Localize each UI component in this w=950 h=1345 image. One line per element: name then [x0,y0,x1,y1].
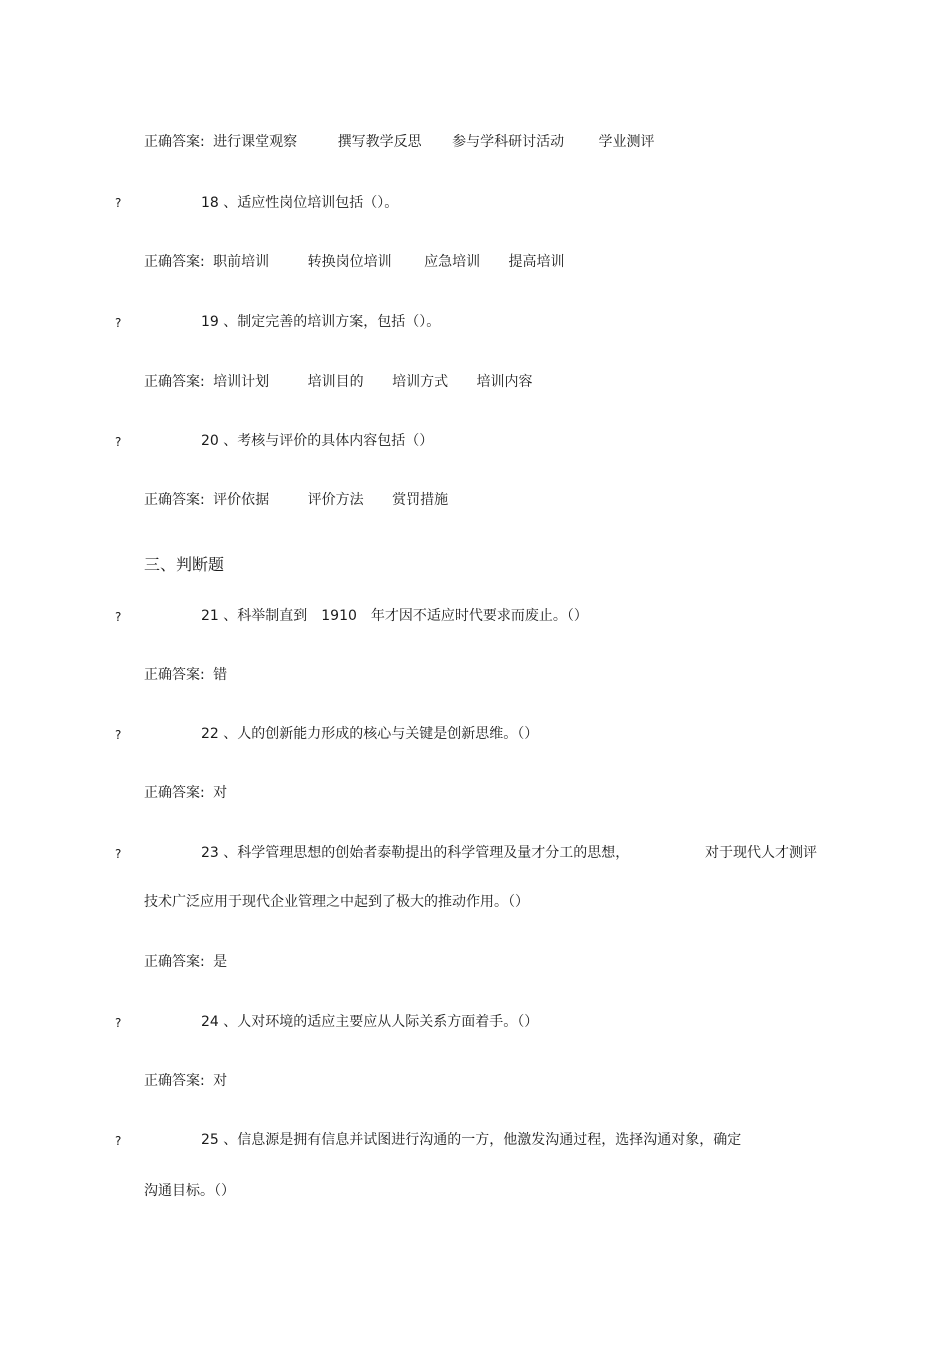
answer-value: 是 [213,954,228,970]
answer-option: 职前培训 [213,254,270,270]
question-19: 19 、制定完善的培训方案，包括（）。 [201,314,441,330]
question-24: 24 、人对环境的适应主要应从人际关系方面着手。（） [201,1014,539,1030]
question-bullet: ? [115,435,122,449]
answer-row-22 [144,784,227,802]
answer-row-24 [144,1072,227,1090]
answer-row-20 [144,491,448,509]
answer-label: 正确答案: [144,374,205,390]
answer-row-18 [144,253,565,271]
question-23-tail: 对于现代人才测评 [705,845,817,861]
answer-option: 撰写教学反思 [337,134,422,150]
question-23: 23 、科学管理思想的创始者泰勒提出的科学管理及量才分工的思想， [201,845,630,861]
question-bullet: ? [115,728,122,742]
answer-option: 评价依据 [213,492,270,508]
question-25: 25 、信息源是拥有信息并试图进行沟通的一方，他激发沟通过程，选择沟通对象，确定 [201,1132,742,1148]
answer-row-19 [144,373,533,391]
answer-value: 对 [213,785,228,801]
answer-label: 正确答案: [144,134,205,150]
question-20: 20 、考核与评价的具体内容包括（） [201,433,434,449]
answer-option: 转换岗位培训 [307,254,392,270]
question-bullet: ? [115,847,122,861]
question-23-continued: 技术广泛应用于现代企业管理之中起到了极大的推动作用。（） [144,894,529,910]
question-bullet: ? [115,196,122,210]
answer-option: 学业测评 [598,134,655,150]
answer-label: 正确答案: [144,492,205,508]
answer-option: 培训计划 [213,374,270,390]
answer-option: 培训方式 [392,374,449,390]
answer-option: 进行课堂观察 [213,134,298,150]
question-bullet: ? [115,610,122,624]
answer-label: 正确答案: [144,954,205,970]
question-25-continued: 沟通目标。（） [144,1183,235,1199]
answer-label: 正确答案: [144,667,205,683]
answer-row-23 [144,953,227,971]
answer-label: 正确答案: [144,785,205,801]
question-bullet: ? [115,316,122,330]
question-22: 22 、人的创新能力形成的核心与关键是创新思维。（） [201,726,539,742]
question-18: 18 、适应性岗位培训包括（）。 [201,195,399,211]
answer-value: 错 [213,667,228,683]
answer-option: 赏罚措施 [392,492,449,508]
answer-label: 正确答案: [144,254,205,270]
section-heading: 三、判断题 [144,555,225,574]
answer-option: 参与学科研讨活动 [452,134,565,150]
answer-option: 评价方法 [307,492,364,508]
answer-option: 培训目的 [307,374,364,390]
question-21: 21 、科举制直到 1910 年才因不适应时代要求而废止。（） [201,608,588,624]
answer-row-21 [144,666,227,684]
answer-option: 应急培训 [424,254,481,270]
answer-row-17 [144,133,655,151]
answer-label: 正确答案: [144,1073,205,1089]
answer-option: 培训内容 [476,374,533,390]
question-bullet: ? [115,1016,122,1030]
answer-option: 提高培训 [508,254,565,270]
question-bullet: ? [115,1134,122,1148]
answer-value: 对 [213,1073,228,1089]
